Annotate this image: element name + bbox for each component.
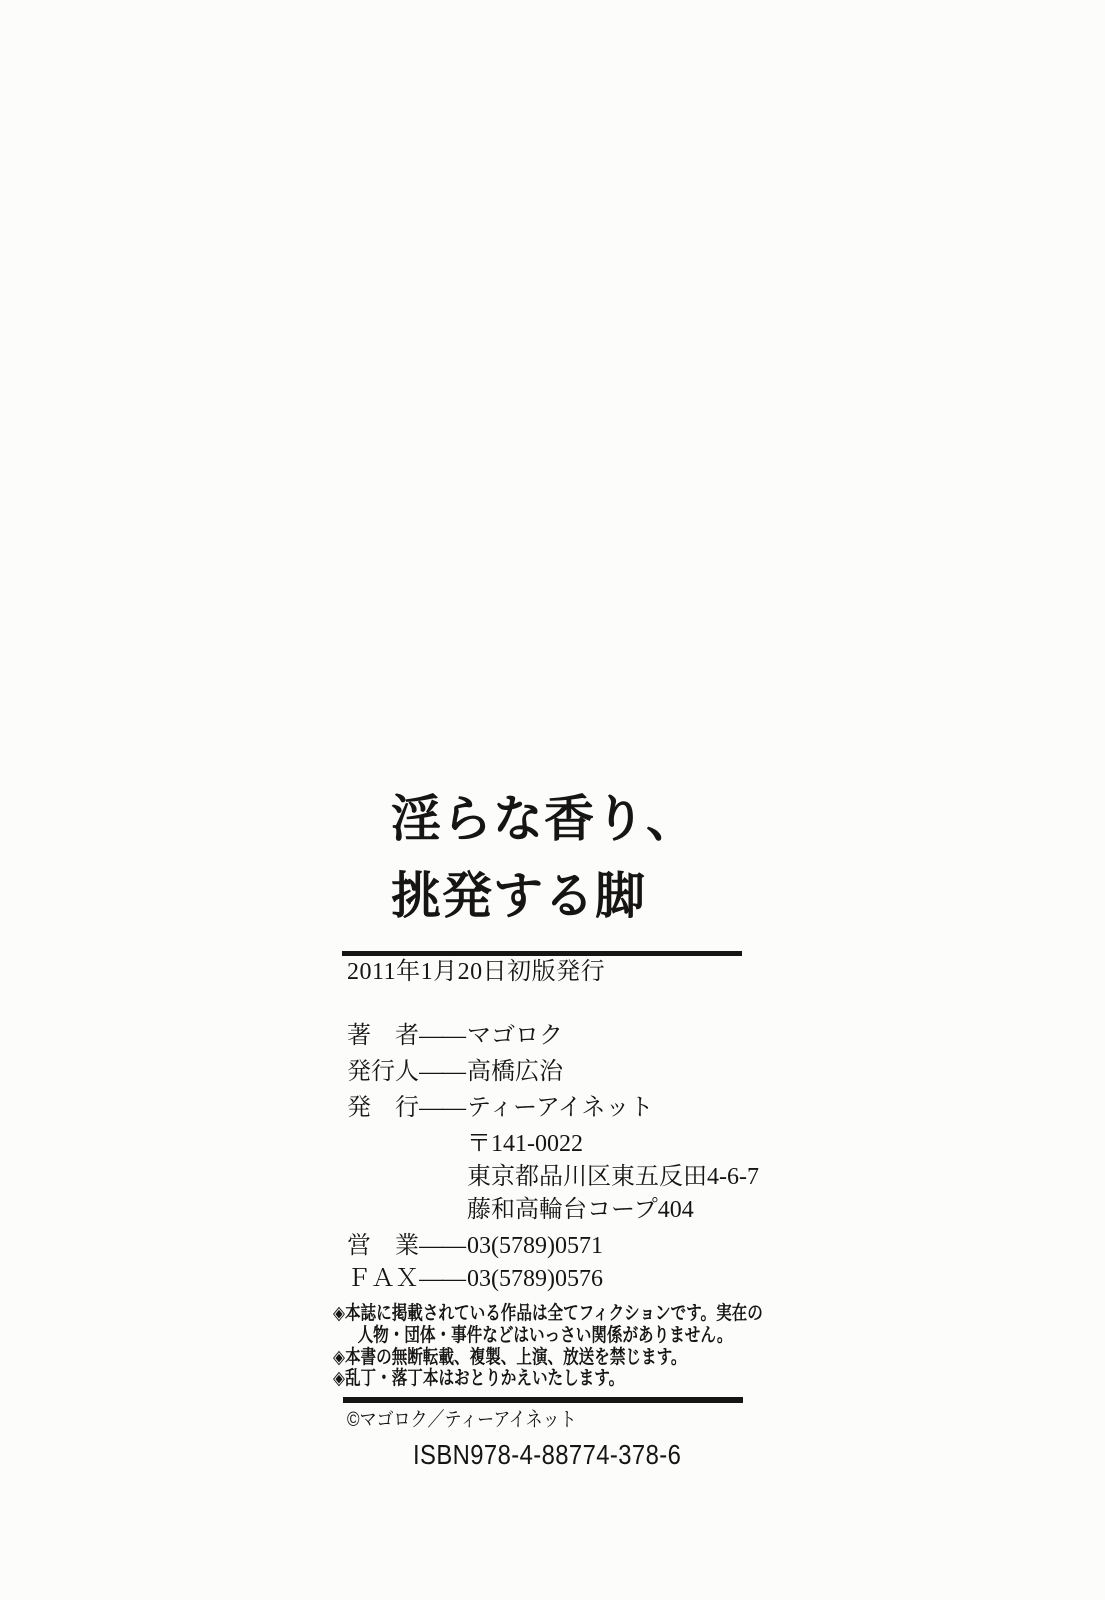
contact-row-sales bbox=[347, 1230, 603, 1263]
credit-value-publisher-person: 高橋広治 bbox=[467, 1059, 563, 1085]
notices-block bbox=[333, 1303, 763, 1390]
credit-value-author: マゴロク bbox=[467, 1023, 563, 1049]
notice-no-reproduction: ◈本書の無断転載、複製、上演、放送を禁じます。 bbox=[333, 1346, 687, 1368]
contact-label-fax: ＦＡＸ bbox=[347, 1266, 419, 1292]
credit-label-author: 著 者 bbox=[347, 1023, 419, 1049]
contact-dash: —— bbox=[419, 1266, 465, 1292]
book-title-line-2: 挑発する脚 bbox=[391, 868, 646, 924]
credit-row-author bbox=[347, 1018, 653, 1054]
notice-defective-copy: ◈乱丁・落丁本はおとりかえいたします。 bbox=[333, 1368, 625, 1390]
credit-row-publisher-person bbox=[347, 1054, 653, 1090]
credit-label-publisher-person: 発行人 bbox=[347, 1059, 419, 1085]
book-title bbox=[391, 781, 697, 935]
address-street: 東京都品川区東五反田4-6-7 bbox=[467, 1164, 759, 1190]
notice-fiction-disclaimer-continued: 人物・団体・事件などはいっさい関係がありません。 bbox=[357, 1324, 733, 1346]
address-building: 藤和高輪台コープ404 bbox=[467, 1197, 694, 1223]
contact-label-sales: 営 業 bbox=[347, 1233, 419, 1259]
contact-dash: —— bbox=[419, 1233, 465, 1259]
book-title-line-1: 淫らな香り、 bbox=[391, 791, 697, 847]
copyright-line: ©マゴロク／ティーアイネット bbox=[347, 1409, 577, 1431]
contact-phone-sales: 03(5789)0571 bbox=[467, 1233, 603, 1259]
credit-dash: —— bbox=[419, 1059, 465, 1085]
address-postal-code: 〒141-0022 bbox=[467, 1131, 583, 1157]
contact-row-fax bbox=[347, 1263, 603, 1296]
publisher-address bbox=[467, 1128, 759, 1227]
notice-fiction-disclaimer: ◈本誌に掲載されている作品は全てフィクションです。実在の bbox=[333, 1303, 763, 1324]
divider-rule-bottom bbox=[343, 1397, 743, 1403]
isbn-number: ISBN978-4-88774-378-6 bbox=[413, 1439, 682, 1470]
credit-label-publisher: 発 行 bbox=[347, 1095, 419, 1121]
credit-value-publisher: ティーアイネット bbox=[467, 1095, 654, 1121]
credit-row-publisher bbox=[347, 1090, 653, 1126]
credit-dash: —— bbox=[419, 1023, 465, 1049]
credit-dash: —— bbox=[419, 1095, 465, 1121]
contacts-block bbox=[347, 1230, 603, 1296]
contact-phone-fax: 03(5789)0576 bbox=[467, 1266, 603, 1292]
edition-date: 2011年1月20日初版発行 bbox=[347, 959, 606, 985]
credits-block bbox=[347, 1018, 653, 1126]
